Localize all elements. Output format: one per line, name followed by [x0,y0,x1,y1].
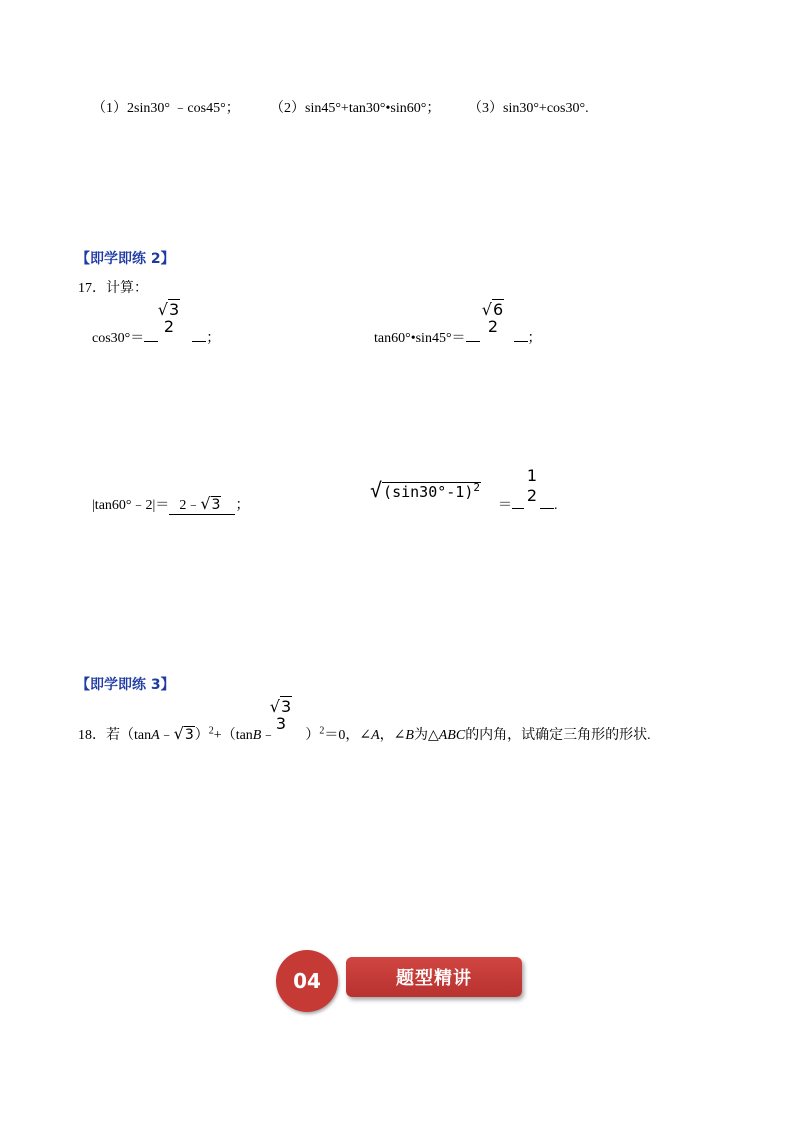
q2-denominator: 2 [487,317,499,336]
q3-answer: 2﹣√3 [169,494,235,515]
q4-numerator: 1 [526,466,538,485]
p18-var-B: B [252,728,262,743]
q2-blank-right [514,341,528,342]
q3-line [92,494,249,515]
p18-part-i: 为△ [413,728,439,743]
p18-var-ABC: ABC [438,728,466,743]
p18-part-e: ﹣ [261,728,276,743]
p18-frac-numerator: √3 [269,697,292,716]
p18-part-d: +（tan [213,728,253,743]
q1-suffix: ； [206,331,221,346]
p18-part-h: ，∠ [379,728,406,743]
p18-part-a: 18．若（tan [78,728,152,743]
q3-prefix: |tan60°﹣2|＝ [92,498,170,513]
q3-answer-part: 2﹣ [179,498,201,513]
q4-answer-fraction [522,466,542,505]
q1-numerator: √3 [157,300,180,319]
q4-equals: ＝ [498,498,512,513]
q1-denominator: 2 [163,317,175,336]
q4-expression: $√(\sin 30^\circ-1)^2$ [370,478,480,502]
q2-numerator: √6 [481,300,504,319]
section3-heading: 【即学即练 3】 [76,677,175,693]
q4-denominator: 2 [526,486,538,505]
q3-suffix: ； [235,498,250,513]
p18-fraction [266,697,296,733]
p18-var-A2: A [371,728,380,743]
q1-prefix-text: cos30°＝ [92,331,145,346]
q2-prefix-text: tan60°•sin45°＝ [374,331,466,346]
section-number-badge: 04 [276,950,338,1012]
q1-blank-right [192,341,206,342]
p18-square-2: 2 [319,725,325,737]
problem17-intro: 17．计算： [78,281,148,296]
q1-blank-left [144,341,158,342]
p18-frac-denominator: 3 [275,714,287,733]
p18-square-1: 2 [208,725,214,737]
p18-var-A: A [151,728,160,743]
p18-var-B2: B [405,728,414,743]
p18-part-c: ） [194,728,209,743]
q2-num-radicand: 6 [493,300,504,319]
q4-exponent: 2 [473,481,480,494]
problem16-item1: （1）2sin30° ﹣cos45°； [92,101,240,116]
problem18-line: 18．若（tanA﹣√3）$^2$+（tanB﹣ ）$^2$＝0，∠A，∠B为△ABC的内角，试确定三角形的形状. [78,724,651,743]
section-title-banner: 题型精讲 [346,957,522,997]
q3-answer-radicand: 3 [211,497,221,513]
q2-prefix [374,327,542,347]
q2-blank-left [466,341,480,342]
q1-answer-fraction [154,300,184,336]
p18-radicand-1: 3 [184,727,194,743]
q4-blank-right [540,508,554,509]
q1-num-radicand: 3 [169,300,180,319]
problem16-item3: （3）sin30°+cos30°. [468,101,589,116]
q4-blank-left [512,508,524,509]
q4-suffix: . [554,498,558,513]
p18-part-b: ﹣ [159,728,174,743]
q4-expr: (sin30°-1) [383,483,474,501]
p18-part-j: 的内角，试确定三角形的形状. [465,728,651,743]
p18-part-f: ） [305,728,320,743]
q2-suffix: ； [527,331,542,346]
p18-part-g: ＝0，∠ [324,728,372,743]
q2-answer-fraction [478,300,508,336]
problem16-item2: （2）sin45°+tan30°•sin60°； [270,101,441,116]
p18-frac-radicand: 3 [281,697,292,716]
section2-heading: 【即学即练 2】 [76,251,175,267]
